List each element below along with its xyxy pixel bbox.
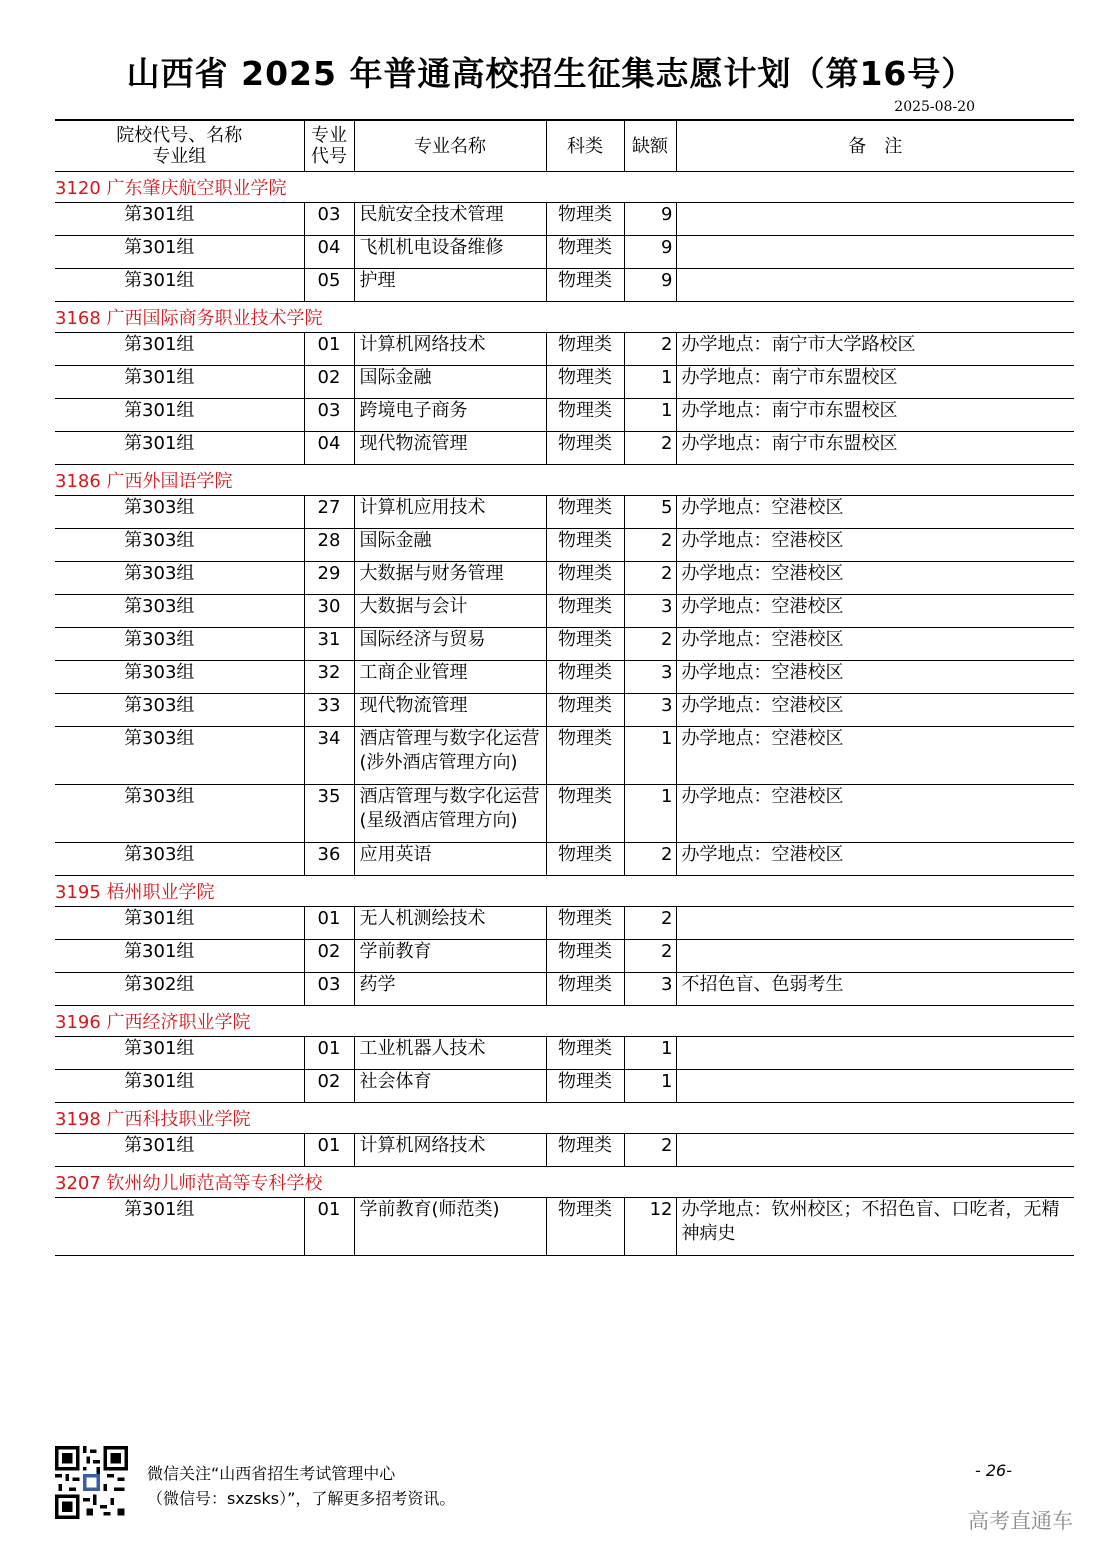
- major-code-cell: 01: [304, 333, 354, 366]
- major-code-cell: 03: [304, 399, 354, 432]
- vacancy-cell: 1: [624, 366, 676, 399]
- table-row: [55, 496, 1074, 529]
- institution-name: 3186 广西外国语学院: [55, 465, 1074, 496]
- group-cell: 第303组: [55, 785, 304, 843]
- table-row: [55, 1070, 1074, 1103]
- major-code-cell: 02: [304, 366, 354, 399]
- vacancy-cell: 2: [624, 940, 676, 973]
- note-cell: [676, 907, 1074, 940]
- group-cell: 第303组: [55, 727, 304, 785]
- table-row: [55, 432, 1074, 465]
- major-code-cell: 33: [304, 694, 354, 727]
- vacancy-cell: 1: [624, 399, 676, 432]
- category-cell: 物理类: [546, 269, 624, 302]
- note-cell: [676, 203, 1074, 236]
- major-name-cell: 酒店管理与数字化运营(涉外酒店管理方向): [354, 727, 546, 785]
- table-row: [55, 694, 1074, 727]
- category-cell: 物理类: [546, 1134, 624, 1167]
- major-name-cell: 学前教育(师范类): [354, 1198, 546, 1256]
- group-cell: 第301组: [55, 1134, 304, 1167]
- vacancy-cell: 2: [624, 628, 676, 661]
- header-major-code: 专业 代号: [304, 120, 354, 172]
- group-cell: 第301组: [55, 366, 304, 399]
- major-name-cell: 工业机器人技术: [354, 1037, 546, 1070]
- note-cell: 办学地点：空港校区: [676, 727, 1074, 785]
- group-cell: 第301组: [55, 203, 304, 236]
- note-cell: 办学地点：空港校区: [676, 694, 1074, 727]
- category-cell: 物理类: [546, 843, 624, 876]
- note-cell: [676, 940, 1074, 973]
- qr-code-icon: [55, 1446, 128, 1519]
- table-row: [55, 269, 1074, 302]
- table-row: [55, 366, 1074, 399]
- major-code-cell: 35: [304, 785, 354, 843]
- major-name-cell: 跨境电子商务: [354, 399, 546, 432]
- group-cell: 第301组: [55, 432, 304, 465]
- group-cell: 第303组: [55, 529, 304, 562]
- vacancy-cell: 9: [624, 236, 676, 269]
- major-code-cell: 04: [304, 236, 354, 269]
- major-code-cell: 02: [304, 940, 354, 973]
- institution-name: 3168 广西国际商务职业技术学院: [55, 302, 1074, 333]
- group-cell: 第301组: [55, 333, 304, 366]
- category-cell: 物理类: [546, 1070, 624, 1103]
- vacancy-cell: 2: [624, 843, 676, 876]
- vacancy-cell: 5: [624, 496, 676, 529]
- group-cell: 第303组: [55, 562, 304, 595]
- enrollment-plan-table: [55, 119, 1074, 1256]
- vacancy-cell: 2: [624, 562, 676, 595]
- note-cell: 办学地点：空港校区: [676, 661, 1074, 694]
- category-cell: 物理类: [546, 940, 624, 973]
- note-cell: 办学地点：南宁市大学路校区: [676, 333, 1074, 366]
- category-cell: 物理类: [546, 432, 624, 465]
- table-row: [55, 727, 1074, 785]
- note-cell: 办学地点：空港校区: [676, 785, 1074, 843]
- table-row: [55, 973, 1074, 1006]
- vacancy-cell: 2: [624, 907, 676, 940]
- header-institution-group: 院校代号、名称 专业组: [55, 120, 304, 172]
- header-notes: 备 注: [676, 120, 1074, 172]
- major-code-cell: 01: [304, 1198, 354, 1256]
- major-name-cell: 现代物流管理: [354, 694, 546, 727]
- vacancy-cell: 2: [624, 432, 676, 465]
- table-row: [55, 595, 1074, 628]
- institution-row: [55, 1103, 1074, 1134]
- major-name-cell: 计算机网络技术: [354, 1134, 546, 1167]
- header-major-name: 专业名称: [354, 120, 546, 172]
- institution-name: 3196 广西经济职业学院: [55, 1006, 1074, 1037]
- group-cell: 第303组: [55, 628, 304, 661]
- note-cell: [676, 1134, 1074, 1167]
- major-code-cell: 02: [304, 1070, 354, 1103]
- table-row: [55, 529, 1074, 562]
- major-code-cell: 27: [304, 496, 354, 529]
- note-cell: 办学地点：南宁市东盟校区: [676, 432, 1074, 465]
- note-cell: [676, 269, 1074, 302]
- group-cell: 第301组: [55, 907, 304, 940]
- note-cell: 办学地点：钦州校区；不招色盲、口吃者，无精神病史: [676, 1198, 1074, 1256]
- category-cell: 物理类: [546, 694, 624, 727]
- institution-row: [55, 465, 1074, 496]
- major-name-cell: 药学: [354, 973, 546, 1006]
- group-cell: 第301组: [55, 236, 304, 269]
- major-name-cell: 飞机机电设备维修: [354, 236, 546, 269]
- major-name-cell: 应用英语: [354, 843, 546, 876]
- table-row: [55, 1037, 1074, 1070]
- header-category: 科类: [546, 120, 624, 172]
- major-code-cell: 32: [304, 661, 354, 694]
- major-name-cell: 现代物流管理: [354, 432, 546, 465]
- major-code-cell: 30: [304, 595, 354, 628]
- category-cell: 物理类: [546, 973, 624, 1006]
- institution-name: 3195 梧州职业学院: [55, 876, 1074, 907]
- vacancy-cell: 1: [624, 785, 676, 843]
- major-code-cell: 03: [304, 973, 354, 1006]
- group-cell: 第303组: [55, 843, 304, 876]
- category-cell: 物理类: [546, 562, 624, 595]
- group-cell: 第302组: [55, 973, 304, 1006]
- vacancy-cell: 2: [624, 1134, 676, 1167]
- category-cell: 物理类: [546, 1037, 624, 1070]
- group-cell: 第303组: [55, 694, 304, 727]
- table-row: [55, 562, 1074, 595]
- institution-name: 3198 广西科技职业学院: [55, 1103, 1074, 1134]
- table-row: [55, 661, 1074, 694]
- footer-wechat-note: 微信关注“山西省招生考试管理中心 （微信号：sxzsks）”，了解更多招考资讯。: [147, 1464, 456, 1508]
- category-cell: 物理类: [546, 595, 624, 628]
- major-name-cell: 大数据与财务管理: [354, 562, 546, 595]
- category-cell: 物理类: [546, 661, 624, 694]
- major-code-cell: 29: [304, 562, 354, 595]
- note-cell: 不招色盲、色弱考生: [676, 973, 1074, 1006]
- page-number: - 26-: [975, 1461, 1012, 1480]
- category-cell: 物理类: [546, 785, 624, 843]
- major-name-cell: 民航安全技术管理: [354, 203, 546, 236]
- vacancy-cell: 2: [624, 529, 676, 562]
- note-cell: 办学地点：空港校区: [676, 529, 1074, 562]
- table-row: [55, 333, 1074, 366]
- major-name-cell: 工商企业管理: [354, 661, 546, 694]
- major-name-cell: 社会体育: [354, 1070, 546, 1103]
- page-title: 山西省 2025 年普通高校招生征集志愿计划（第16号）: [126, 54, 976, 93]
- major-code-cell: 05: [304, 269, 354, 302]
- table-row: [55, 785, 1074, 843]
- table-row: [55, 236, 1074, 269]
- note-cell: 办学地点：空港校区: [676, 843, 1074, 876]
- group-cell: 第301组: [55, 940, 304, 973]
- institution-row: [55, 172, 1074, 203]
- category-cell: 物理类: [546, 496, 624, 529]
- major-code-cell: 03: [304, 203, 354, 236]
- major-code-cell: 36: [304, 843, 354, 876]
- major-code-cell: 01: [304, 1134, 354, 1167]
- vacancy-cell: 2: [624, 333, 676, 366]
- category-cell: 物理类: [546, 333, 624, 366]
- vacancy-cell: 1: [624, 727, 676, 785]
- major-code-cell: 31: [304, 628, 354, 661]
- major-code-cell: 34: [304, 727, 354, 785]
- note-cell: 办学地点：南宁市东盟校区: [676, 399, 1074, 432]
- institution-row: [55, 1006, 1074, 1037]
- group-cell: 第303组: [55, 496, 304, 529]
- category-cell: 物理类: [546, 628, 624, 661]
- table-row: [55, 907, 1074, 940]
- vacancy-cell: 3: [624, 595, 676, 628]
- table-header-row: [55, 120, 1074, 172]
- vacancy-cell: 9: [624, 269, 676, 302]
- group-cell: 第301组: [55, 1037, 304, 1070]
- vacancy-cell: 3: [624, 661, 676, 694]
- major-name-cell: 计算机应用技术: [354, 496, 546, 529]
- group-cell: 第301组: [55, 1070, 304, 1103]
- category-cell: 物理类: [546, 203, 624, 236]
- note-cell: [676, 1037, 1074, 1070]
- note-cell: 办学地点：南宁市东盟校区: [676, 366, 1074, 399]
- note-cell: [676, 236, 1074, 269]
- header-vacancy: 缺额: [624, 120, 676, 172]
- table-row: [55, 399, 1074, 432]
- major-name-cell: 大数据与会计: [354, 595, 546, 628]
- table-row: [55, 1198, 1074, 1256]
- category-cell: 物理类: [546, 366, 624, 399]
- category-cell: 物理类: [546, 1198, 624, 1256]
- category-cell: 物理类: [546, 727, 624, 785]
- major-name-cell: 酒店管理与数字化运营(星级酒店管理方向): [354, 785, 546, 843]
- table-row: [55, 940, 1074, 973]
- group-cell: 第301组: [55, 269, 304, 302]
- note-cell: 办学地点：空港校区: [676, 496, 1074, 529]
- major-code-cell: 28: [304, 529, 354, 562]
- institution-name: 3207 钦州幼儿师范高等专科学校: [55, 1167, 1074, 1198]
- group-cell: 第303组: [55, 661, 304, 694]
- publish-date: 2025-08-20: [894, 99, 975, 115]
- note-cell: 办学地点：空港校区: [676, 628, 1074, 661]
- group-cell: 第301组: [55, 399, 304, 432]
- note-cell: 办学地点：空港校区: [676, 595, 1074, 628]
- major-code-cell: 01: [304, 1037, 354, 1070]
- watermark: 高考直通车: [968, 1509, 1073, 1533]
- table-row: [55, 628, 1074, 661]
- group-cell: 第303组: [55, 595, 304, 628]
- vacancy-cell: 12: [624, 1198, 676, 1256]
- category-cell: 物理类: [546, 236, 624, 269]
- major-code-cell: 01: [304, 907, 354, 940]
- category-cell: 物理类: [546, 907, 624, 940]
- table-row: [55, 203, 1074, 236]
- group-cell: 第301组: [55, 1198, 304, 1256]
- major-code-cell: 04: [304, 432, 354, 465]
- table-row: [55, 843, 1074, 876]
- vacancy-cell: 1: [624, 1037, 676, 1070]
- major-name-cell: 护理: [354, 269, 546, 302]
- table-row: [55, 1134, 1074, 1167]
- category-cell: 物理类: [546, 399, 624, 432]
- institution-row: [55, 302, 1074, 333]
- table-body: [55, 172, 1074, 1256]
- note-cell: [676, 1070, 1074, 1103]
- major-name-cell: 无人机测绘技术: [354, 907, 546, 940]
- vacancy-cell: 9: [624, 203, 676, 236]
- major-name-cell: 国际经济与贸易: [354, 628, 546, 661]
- vacancy-cell: 1: [624, 1070, 676, 1103]
- major-name-cell: 计算机网络技术: [354, 333, 546, 366]
- note-cell: 办学地点：空港校区: [676, 562, 1074, 595]
- major-name-cell: 学前教育: [354, 940, 546, 973]
- category-cell: 物理类: [546, 529, 624, 562]
- major-name-cell: 国际金融: [354, 529, 546, 562]
- vacancy-cell: 3: [624, 694, 676, 727]
- institution-name: 3120 广东肇庆航空职业学院: [55, 172, 1074, 203]
- institution-row: [55, 876, 1074, 907]
- major-name-cell: 国际金融: [354, 366, 546, 399]
- institution-row: [55, 1167, 1074, 1198]
- vacancy-cell: 3: [624, 973, 676, 1006]
